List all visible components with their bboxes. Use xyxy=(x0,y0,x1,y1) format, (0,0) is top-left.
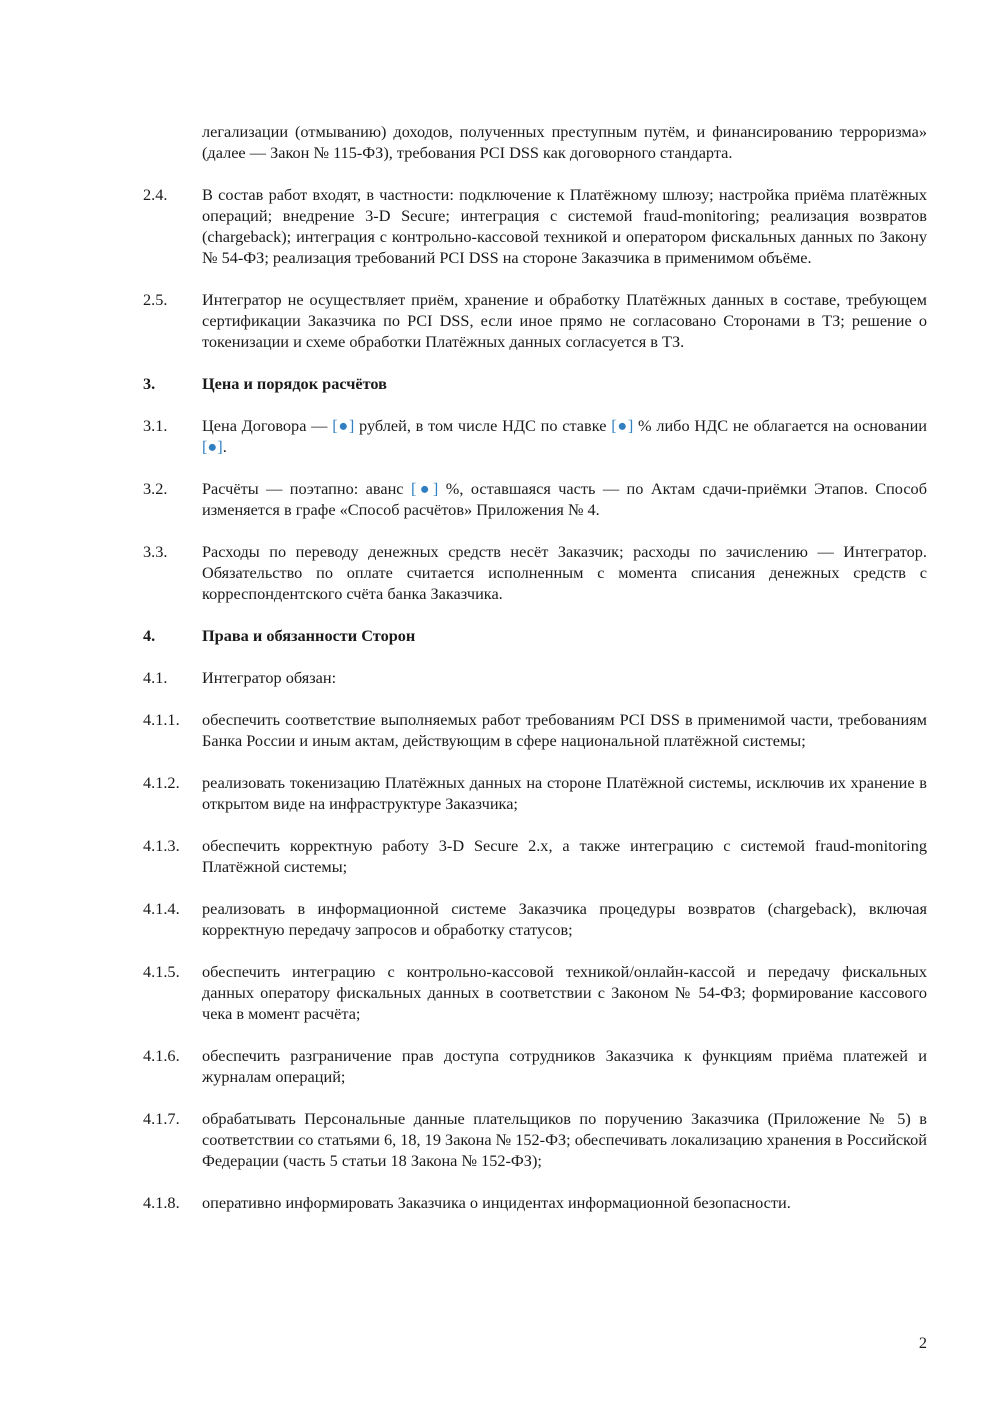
clause-4-1-5 xyxy=(143,961,927,1024)
clause-text: реализовать токенизацию Платёжных данных на стороне Платёжной системы, исключив их хранение в открытом виде на инфраструктуре Заказчика; xyxy=(202,773,927,813)
clause-number: 4.1.2. xyxy=(143,773,180,792)
clause-text: В состав работ входят, в частности: подключение к Платёжному шлюзу; настройка приёма платёжных операций; внедрение 3-D Secure; интеграция с системой fraud-monitoring; реализация возвратов (chargeback); интеграция с контрольно-кассовой техникой и оператором фискальных данных по Закону № 54-ФЗ; реализация требований PCI DSS на стороне Заказчика в применимом объёме. xyxy=(202,185,927,267)
clause-text xyxy=(202,478,927,520)
clause-text: оперативно информировать Заказчика о инцидентах информационной безопасности. xyxy=(202,1193,791,1212)
clause-text: обеспечить корректную работу 3-D Secure 2.x, а также интеграцию с системой fraud-monitoring Платёжной системы; xyxy=(202,836,927,876)
clause-number: 4.1.3. xyxy=(143,836,180,855)
clause-number: 4.1.6. xyxy=(143,1046,180,1065)
clause-number: 3.3. xyxy=(143,542,168,561)
text-fragment: %, оставшаяся часть — по Актам сдачи-приёмки Этапов. Способ изменяется в графе «Способ расчётов» Приложения № 4. xyxy=(202,479,927,519)
placeholder-vat-basis: [●] xyxy=(202,437,223,456)
document-body xyxy=(143,121,927,1234)
clause-text: реализовать в информационной системе Заказчика процедуры возвратов (chargeback), включая корректную передачу запросов и обработку статусов; xyxy=(202,899,927,939)
paragraph-text: легализации (отмыванию) доходов, полученных преступным путём, и финансированию терроризма» (далее — Закон № 115-ФЗ), требования PCI DSS как договорного стандарта. xyxy=(202,122,927,162)
section-title: Цена и порядок расчётов xyxy=(202,374,387,393)
placeholder-advance: [●] xyxy=(410,479,439,498)
clause-number: 4.1.8. xyxy=(143,1193,180,1212)
clause-text: обеспечить соответствие выполняемых работ требованиям PCI DSS в применимой части, требованиям Банка России и иным актам, действующим в сфере национальной платёжной системы; xyxy=(202,710,927,750)
clause-3-1 xyxy=(143,415,927,457)
clause-3-2 xyxy=(143,478,927,520)
clause-text: Интегратор не осуществляет приём, хранение и обработку Платёжных данных в составе, требующем сертификации Заказчика по PCI DSS, если иное прямо не согласовано Сторонами в ТЗ; решение о токенизации и схеме обработки Платёжных данных согласуется в ТЗ. xyxy=(202,290,927,351)
clause-number: 4.1.5. xyxy=(143,962,180,981)
clause-text: Расходы по переводу денежных средств несёт Заказчик; расходы по зачислению — Интегратор. Обязательство по оплате считается исполненным с момента списания денежных средств с корреспондентского счёта банка Заказчика. xyxy=(202,542,927,603)
clause-text xyxy=(202,415,927,457)
text-fragment: . xyxy=(222,437,227,456)
clause-number: 4.1.7. xyxy=(143,1109,180,1128)
clause-text: обрабатывать Персональные данные плательщиков по поручению Заказчика (Приложение № 5) в соответствии со статьями 6, 18, 19 Закона № 152-ФЗ; обеспечивать локализацию хранения в Российской Федерации (часть 5 статьи 18 Закона № 152-ФЗ); xyxy=(202,1109,927,1170)
clause-number: 4.1.4. xyxy=(143,899,180,918)
clause-number: 4.1. xyxy=(143,668,168,687)
clause-text: Интегратор обязан: xyxy=(202,668,337,687)
clause-number: 3.1. xyxy=(143,416,168,435)
text-fragment: рублей, в том числе НДС по ставке xyxy=(354,416,612,435)
text-fragment: Цена Договора — xyxy=(202,416,333,435)
section-number: 4. xyxy=(143,626,156,645)
text-fragment: Расчёты — поэтапно: аванс xyxy=(202,479,411,498)
clause-4-1-8 xyxy=(143,1192,927,1213)
clause-4-1-2 xyxy=(143,772,927,814)
clause-text: обеспечить интеграцию с контрольно-кассовой техникой/онлайн-кассой и передачу фискальных данных оператору фискальных данных в соответствии с Законом № 54-ФЗ; формирование кассового чека в момент расчёта; xyxy=(202,962,927,1023)
text-fragment: % либо НДС не облагается на основании xyxy=(633,416,927,435)
clause-4-1-3 xyxy=(143,835,927,877)
clause-number: 4.1.1. xyxy=(143,710,180,729)
clause-4-1-4 xyxy=(143,898,927,940)
clause-4-1 xyxy=(143,667,927,688)
clause-3-3 xyxy=(143,541,927,604)
placeholder-price: [●] xyxy=(332,416,355,435)
clause-number: 2.4. xyxy=(143,185,168,204)
section-3-heading xyxy=(143,373,927,394)
paragraph-continuation xyxy=(202,121,927,163)
page-number: 2 xyxy=(918,1333,927,1352)
clause-4-1-6 xyxy=(143,1045,927,1087)
section-number: 3. xyxy=(143,374,156,393)
clause-4-1-7 xyxy=(143,1108,927,1171)
clause-2-5 xyxy=(143,289,927,352)
clause-text: обеспечить разграничение прав доступа сотрудников Заказчика к функциям приёма платежей и журналам операций; xyxy=(202,1046,927,1086)
clause-2-4 xyxy=(143,184,927,268)
clause-number: 3.2. xyxy=(143,479,168,498)
section-4-heading xyxy=(143,625,927,646)
placeholder-vat-rate: [●] xyxy=(611,416,634,435)
clause-4-1-1 xyxy=(143,709,927,751)
clause-number: 2.5. xyxy=(143,290,168,309)
section-title: Права и обязанности Сторон xyxy=(202,626,416,645)
